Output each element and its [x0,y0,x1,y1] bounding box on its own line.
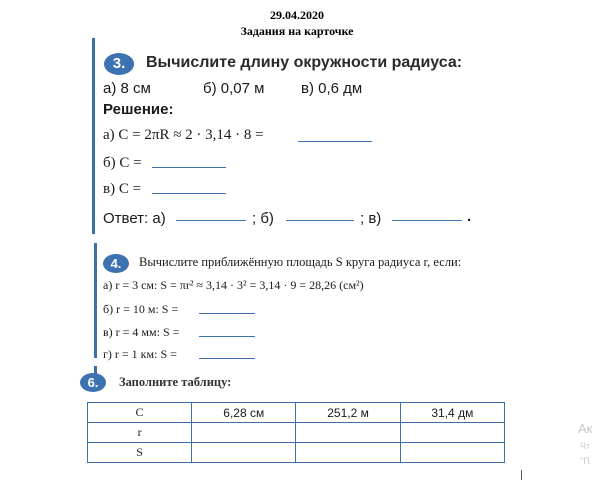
task3-line-a: а) C = 2πR ≈ 2 · 3,14 · 8 = [103,127,264,143]
table-cell [400,423,504,443]
table-cell [296,423,400,443]
page-subtitle: Задания на карточке [240,24,354,38]
table-cell: r [88,423,192,443]
task3-margin-line [92,38,95,234]
table-cell [296,443,400,463]
table-cell [192,423,296,443]
task4-line-c: в) r = 4 мм: S = [103,325,180,339]
table-cell [192,443,296,463]
task6-table [87,402,505,463]
task3-answer-sep-b: ; б) [252,210,274,227]
task3-blank-c [152,193,226,194]
task3-answer-end: . [467,208,472,225]
table-cell: 6,28 см [192,403,296,423]
task3-option-b: б) 0,07 м [203,80,265,97]
table-row [88,423,505,443]
task4-line-d: г) r = 1 км: S = [103,347,177,361]
task4-title: Вычислите приближённую площадь S круга радиуса r, если: [139,255,462,269]
overlay-text-3: "П [580,456,590,466]
task3-number-badge: 3. [104,53,134,75]
task3-solution-label: Решение: [103,101,174,118]
task3-title: Вычислите длину окружности радиуса: [146,54,463,71]
date-heading: 29.04.2020 [270,8,324,22]
overlay-text-2: Чт [580,441,591,451]
task3-answer-blank-a [176,220,246,221]
table-cell: C [88,403,192,423]
task6-number-badge: 6. [80,373,106,392]
task3-answer-sep-c: ; в) [360,210,382,227]
task3-answer-blank-b [286,220,354,221]
table-cell: 251,2 м [296,403,400,423]
task3-line-c: в) C = [103,181,142,197]
task4-blank-b [199,313,255,314]
task3-option-a: а) 8 см [103,80,151,97]
task4-margin-line [94,243,97,358]
page-edge-mark [521,470,522,480]
task3-line-b: б) C = [103,155,142,171]
task3-option-c: в) 0,6 дм [301,80,363,97]
task3-blank-a [298,141,372,142]
table-row [88,403,505,423]
task4-line-b: б) r = 10 м: S = [103,302,179,316]
table-cell: 31,4 дм [400,403,504,423]
task4-number-badge: 4. [103,254,129,273]
overlay-text-1: Ак [578,421,593,436]
task4-blank-c [199,336,255,337]
table-cell [400,443,504,463]
task6-title: Заполните таблицу: [119,375,232,389]
table-row [88,443,505,463]
task3-blank-b [152,167,226,168]
table-cell: S [88,443,192,463]
task4-line-a: а) r = 3 см: S = πr² ≈ 3,14 · 3² = 3,14 · 9 = 28,26 (см²) [103,278,364,292]
task3-answer-blank-c [392,220,462,221]
task3-answer-label: Ответ: а) [103,210,166,227]
task4-blank-d [199,358,255,359]
